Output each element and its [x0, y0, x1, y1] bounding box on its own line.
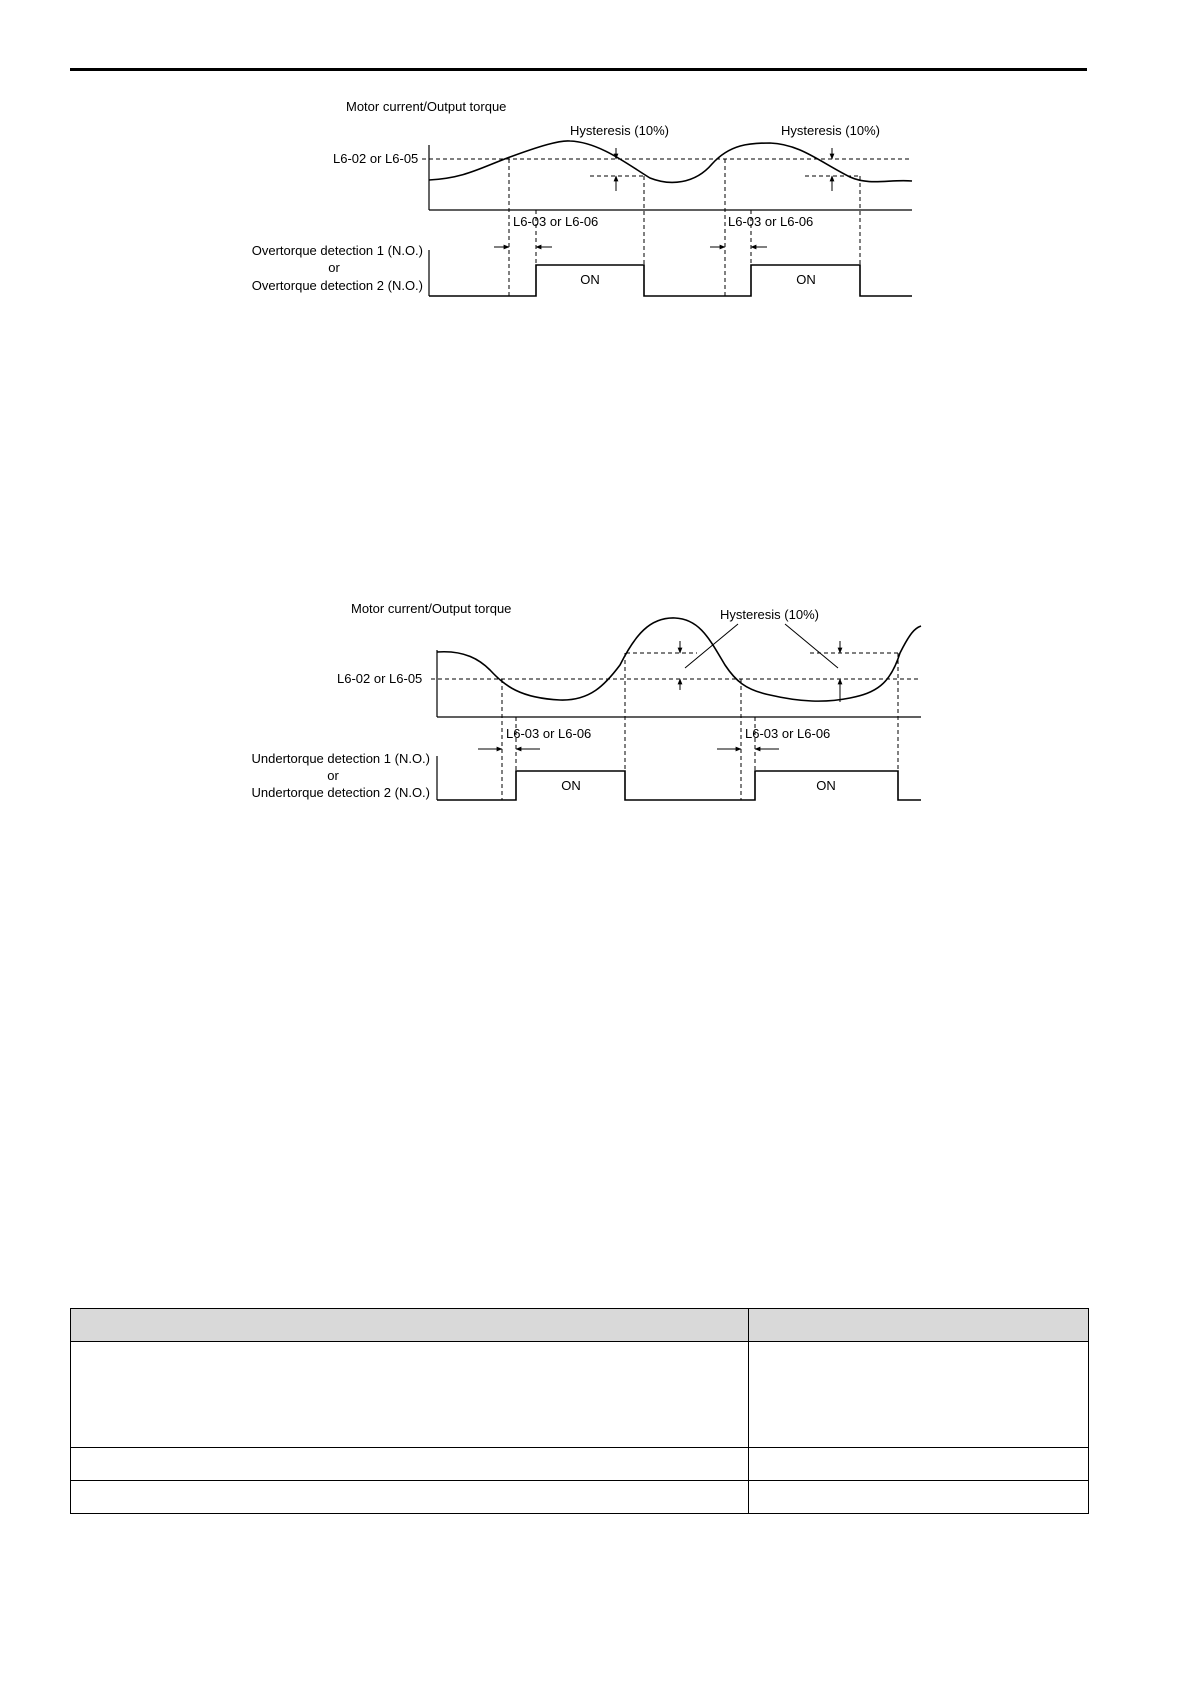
table-header-cell — [749, 1309, 1089, 1342]
output-label-line2: or — [327, 768, 339, 783]
output-label-line3: Overtorque detection 2 (N.O.) — [251, 278, 423, 293]
pulse-on-label-2: ON — [816, 778, 836, 793]
table-header-row — [71, 1309, 1089, 1342]
table-row — [71, 1448, 1089, 1481]
level-label: L6-02 or L6-05 — [337, 671, 423, 686]
parameter-table — [70, 1308, 1089, 1514]
hysteresis-leader-1 — [685, 624, 738, 668]
output-pulse-train — [429, 265, 912, 296]
hysteresis-label-1: Hysteresis (10%) — [570, 123, 669, 138]
table-row — [71, 1481, 1089, 1514]
motor-current-curve — [429, 141, 912, 182]
pulse-on-label-1: ON — [580, 272, 600, 287]
output-label-line1: Undertorque detection 1 (N.O.) — [251, 751, 430, 766]
output-pulse-train — [437, 771, 921, 800]
output-label-line2: or — [328, 260, 340, 275]
table-cell — [71, 1448, 749, 1481]
table-cell — [71, 1342, 749, 1448]
table-cell — [749, 1448, 1089, 1481]
table-header-cell — [71, 1309, 749, 1342]
signal-label: Motor current/Output torque — [351, 601, 512, 616]
hysteresis-label: Hysteresis (10%) — [720, 607, 819, 622]
overtorque-timing-diagram — [0, 0, 1191, 310]
undertorque-timing-diagram — [0, 590, 1191, 820]
output-label-line3: Undertorque detection 2 (N.O.) — [251, 785, 430, 800]
motor-current-curve — [437, 618, 921, 701]
delay-time-label-2: L6-03 or L6-06 — [745, 726, 831, 741]
table-cell — [71, 1481, 749, 1514]
delay-time-label-1: L6-03 or L6-06 — [506, 726, 592, 741]
table-cell — [749, 1481, 1089, 1514]
signal-label: Motor current/Output torque — [346, 99, 507, 114]
table-cell — [749, 1342, 1089, 1448]
table-row — [71, 1342, 1089, 1448]
level-label: L6-02 or L6-05 — [333, 151, 419, 166]
pulse-on-label-1: ON — [561, 778, 581, 793]
hysteresis-leader-2 — [785, 624, 838, 668]
hysteresis-label-2: Hysteresis (10%) — [781, 123, 880, 138]
output-label-line1: Overtorque detection 1 (N.O.) — [251, 243, 423, 258]
delay-time-label-1: L6-03 or L6-06 — [513, 214, 599, 229]
delay-time-label-2: L6-03 or L6-06 — [728, 214, 814, 229]
pulse-on-label-2: ON — [796, 272, 816, 287]
